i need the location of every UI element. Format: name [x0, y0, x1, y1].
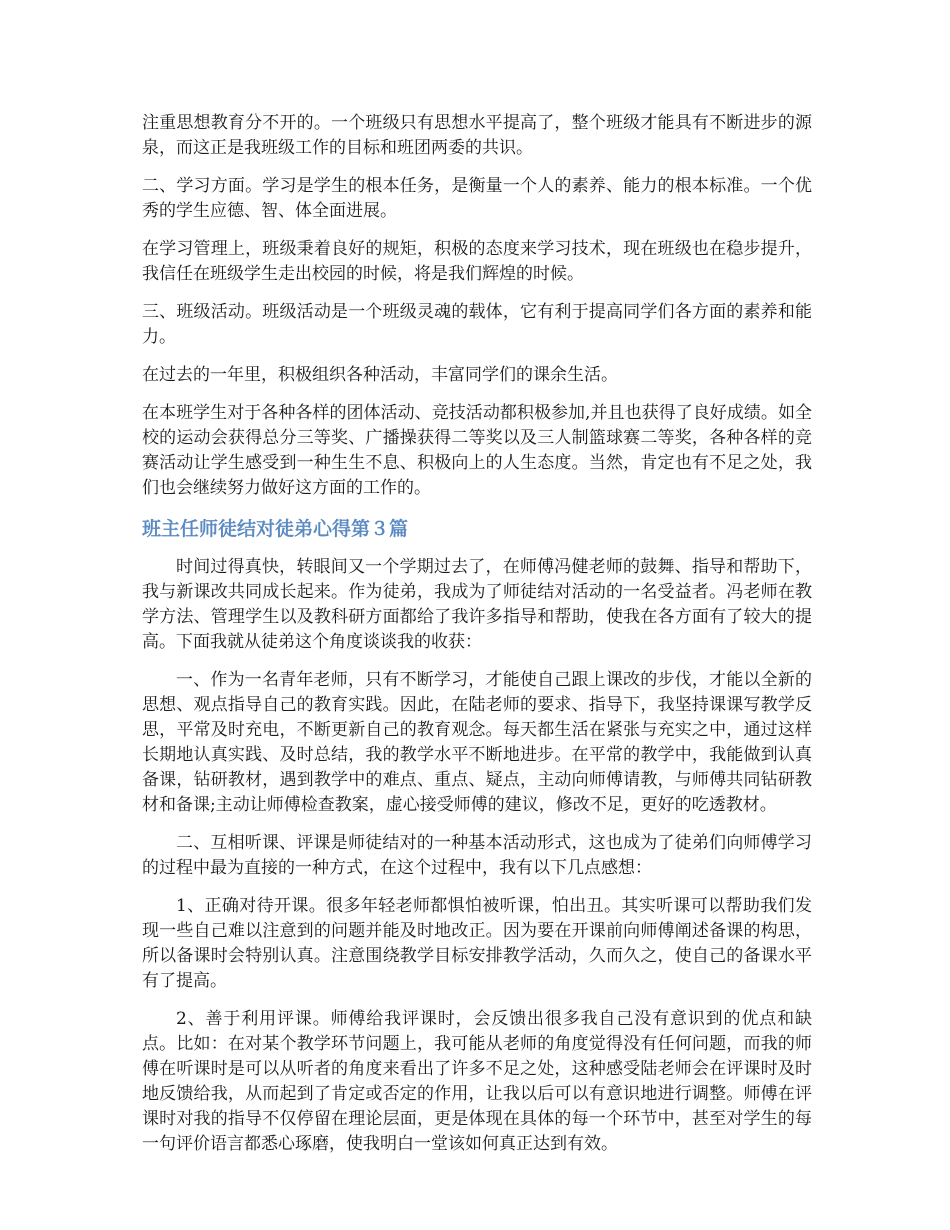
paragraph: 在过去的一年里，积极组织各种活动，丰富同学们的课余生活。	[142, 365, 618, 385]
paragraph: 2、善于利用评课。师傅给我评课时，会反馈出很多我自己没有意识到的优点和缺点。比如：在对某个教学环节问题上，我可能从老师的角度觉得没有任何问题，而我的师傅在听课时是可以从听者的角度来看出了许多不足之处，这种感受陆老师会在评课时及时地反馈给我，从而起到了肯定或否定的作用，让我以后可以有意识地进行调整。师傅在评课时对我的指导不仅停留在理论层面，更是体现在具体的每一个环节中，甚至对学生的每一句评价语言都悉心琢磨，使我明白一堂该如何真正达到有效。	[142, 1009, 812, 1154]
paragraph: 二、学习方面。学习是学生的根本任务，是衡量一个人的素养、能力的根本标准。一个优秀的学生应德、智、体全面进展。	[142, 176, 812, 221]
paragraph: 在本班学生对于各种各样的团体活动、竞技活动都积极参加,并且也获得了良好成绩。如全校的运动会获得总分三等奖、广播操获得二等奖以及三人制篮球赛二等奖，各种各样的竞赛活动让学生感受到一种生生不息、积极向上的人生态度。当然，肯定也有不足之处，我们也会继续努力做好这方面的工作的。	[142, 403, 812, 498]
paragraph: 注重思想教育分不开的。一个班级只有思想水平提高了，整个班级才能具有不断进步的源泉，而这正是我班级工作的目标和班团两委的共识。	[142, 113, 812, 158]
section-heading: 班主任师徒结对徒弟心得第３篇	[142, 518, 409, 540]
paragraph: 二、互相听课、评课是师徒结对的一种基本活动形式，这也成为了徒弟们向师傅学习的过程中最为直接的一种方式，在这个过程中，我有以下几点感想：	[142, 833, 812, 878]
paragraph: 1、正确对待开课。很多年轻老师都惧怕被听课，怕出丑。其实听课可以帮助我们发现一些自己难以注意到的问题并能及时地改正。因为要在开课前向师傅阐述备课的构思，所以备课时会特别认真。注意围绕教学目标安排教学活动，久而久之，使自己的备课水平有了提高。	[142, 896, 812, 991]
paragraph: 时间过得真快，转眼间又一个学期过去了，在师傅冯健老师的鼓舞、指导和帮助下，我与新课改共同成长起来。作为徒弟，我成为了师徒结对活动的一名受益者。冯老师在教学方法、管理学生以及教科研方面都给了我许多指导和帮助，使我在各方面有了较大的提高。下面我就从徒弟这个角度谈谈我的收获：	[142, 557, 812, 652]
document-body	[142, 111, 812, 1170]
paragraph: 一、作为一名青年老师，只有不断学习，才能使自己跟上课改的步伐，才能以全新的思想、观点指导自己的教育实践。因此，在陆老师的要求、指导下，我坚持课课写教学反思，平常及时充电，不断更新自己的教育观念。每天都生活在紧张与充实之中，通过这样长期地认真实践、及时总结，我的教学水平不断地进步。在平常的教学中，我能做到认真备课，钻研教材，遇到教学中的难点、重点、疑点，主动向师傅请教，与师傅共同钻研教材和备课;主动让师傅检查教案，虚心接受师傅的建议，修改不足，更好的吃透教材。	[142, 670, 812, 815]
paragraph: 在学习管理上，班级秉着良好的规矩，积极的态度来学习技术，现在班级也在稳步提升，我信任在班级学生走出校园的时候，将是我们辉煌的时候。	[142, 239, 812, 284]
paragraph: 三、班级活动。班级活动是一个班级灵魂的载体，它有利于提高同学们各方面的素养和能力。	[142, 302, 812, 347]
